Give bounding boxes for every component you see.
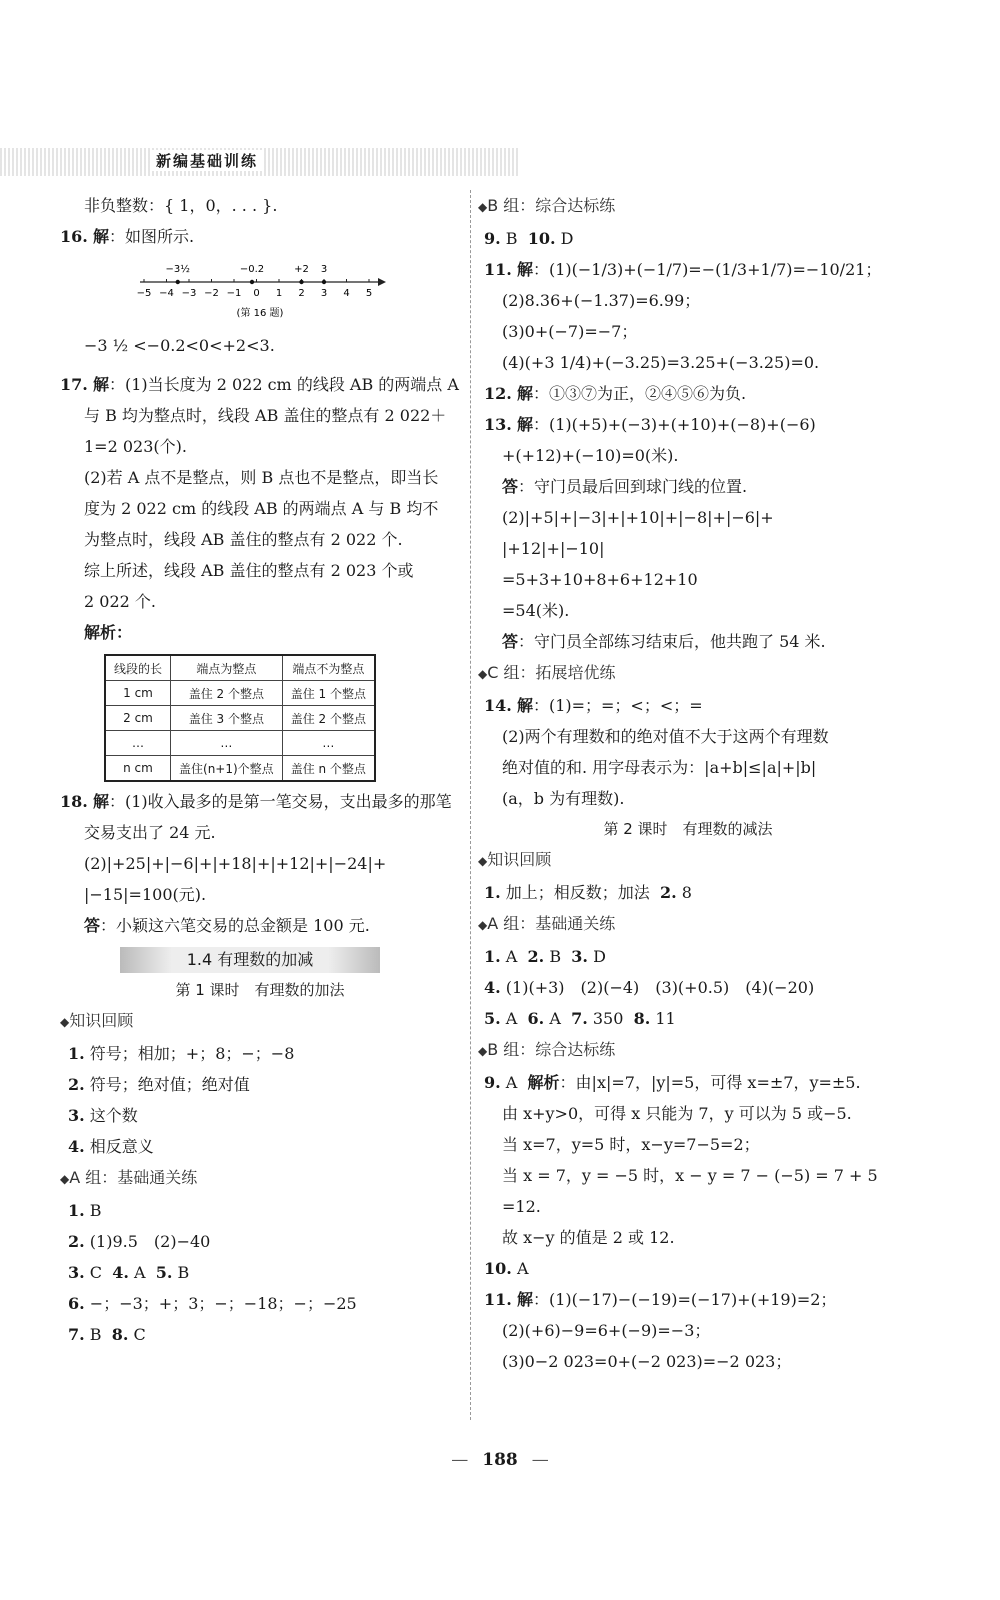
subsection-heading [60, 1005, 460, 1038]
question-number: 1. [484, 947, 501, 966]
question-number: 5. [484, 1009, 501, 1028]
question-number: 9. [484, 229, 501, 248]
answer-text: A [505, 1009, 518, 1028]
tick-label: 0 [253, 288, 260, 299]
solution-label: 解 [92, 792, 109, 811]
lesson-title: 第 2 课时 有理数的减法 [603, 820, 773, 838]
diamond-icon: ◆ [60, 1172, 70, 1186]
table-cell: 盖住 2 个整点 [282, 706, 375, 731]
number-point [176, 280, 180, 284]
answer-item [60, 1131, 460, 1162]
question-number: 14. [484, 696, 512, 715]
answer-text: 相反意义 [89, 1137, 154, 1156]
table-header: 端点为整点 [171, 655, 283, 681]
table-cell: 盖住 1 个整点 [282, 681, 375, 706]
answer-text: 加上；相反数；加法 [505, 883, 650, 902]
text-line: =54(米). [502, 601, 570, 620]
question-number: 18. [60, 792, 88, 811]
text-line: (2)|+5|+|−3|+|+10|+|−8|+|−6|+ [502, 508, 774, 527]
subsection-heading [478, 657, 898, 690]
answer-text: B [89, 1325, 102, 1344]
text-line: 当 x=7，y=5 时，x−y=7−5=2； [502, 1135, 760, 1154]
table-row [105, 731, 375, 756]
tick-label: −3 [181, 288, 197, 299]
section-title: 1.4 有理数的加减 [120, 947, 380, 973]
question-number: 3. [571, 947, 588, 966]
answer-text: B [549, 947, 562, 966]
text-line: 综上所述，线段 AB 盖住的整点有 2 023 个或 [84, 561, 414, 580]
answer-item [60, 1100, 460, 1131]
table-row [105, 756, 375, 782]
answer-text: A [505, 947, 518, 966]
text-line: (2)(+6)−9=6+(−9)=−3； [502, 1321, 711, 1340]
answer-text: 这个数 [89, 1106, 138, 1125]
tick-label: 2 [298, 288, 305, 299]
point-label: 3 [320, 264, 328, 275]
question-number: 11. [484, 260, 512, 279]
point-label: −3½ [165, 264, 190, 275]
answer-line [60, 910, 460, 941]
question-number: 4. [484, 978, 501, 997]
table-cell: … [282, 731, 375, 756]
solution-label: 解 [92, 227, 109, 246]
question-number: 13. [484, 415, 512, 434]
answer-text: ：守门员全部练习结束后，他共跑了 54 米. [518, 632, 826, 651]
tick-label: 1 [275, 288, 283, 299]
answer-text: 11 [655, 1009, 676, 1028]
answer-text: A [134, 1263, 146, 1282]
number-point [322, 280, 326, 284]
text-line: 为整点时，线段 AB 盖住的整点有 2 022 个. [84, 530, 403, 549]
answer-item [60, 1226, 460, 1257]
question-number: 10. [527, 229, 556, 248]
answer-text: (1)(+3) (2)(−4) (3)(+0.5) (4)(−20) [505, 978, 815, 997]
text-line: |−15|=100(元). [84, 885, 207, 904]
question-11 [478, 254, 898, 285]
analysis-label: 解析： [84, 623, 133, 642]
answer-text: ：守门员最后回到球门线的位置. [518, 477, 748, 496]
question-number: 7. [571, 1009, 588, 1028]
subsection-heading [478, 190, 898, 223]
subsection-title: B 组：综合达标练 [487, 196, 616, 215]
question-number: 2. [527, 947, 545, 966]
question-number: 8. [111, 1325, 129, 1344]
table-cell: 1 cm [105, 681, 171, 706]
point-label: +2 [294, 264, 309, 275]
question-number: 1. [68, 1044, 85, 1063]
text-line: ：(1)当长度为 2 022 cm 的线段 AB 的两端点 A [108, 375, 459, 394]
column-divider [470, 190, 471, 1420]
question-12 [478, 378, 898, 409]
text-line: (2)8.36+(−1.37)=6.99； [502, 291, 701, 310]
answer-item [478, 223, 898, 254]
table-cell: 盖住(n+1)个整点 [171, 756, 283, 782]
text-line: (2)若 A 点不是整点，则 B 点也不是整点，即当长 [84, 468, 439, 487]
text-line: 交易支出了 24 元. [84, 823, 216, 842]
table-header: 端点不为整点 [282, 655, 375, 681]
answer-text: D [593, 947, 606, 966]
answer-item [478, 941, 898, 972]
q16-result: −3 ½ <−0.2<0<+2<3. [84, 336, 275, 355]
answer-text: 符号；绝对值；绝对值 [89, 1075, 250, 1094]
question-number: 2. [659, 883, 677, 902]
solution-label: 解 [516, 1290, 533, 1309]
text-line: 绝对值的和. 用字母表示为：|a+b|≤|a|+|b| [502, 758, 817, 777]
answer-text: C [133, 1325, 146, 1344]
answer-text: A [516, 1259, 529, 1278]
tick-label: 4 [343, 288, 350, 299]
text-line: (a，b 为有理数). [502, 789, 625, 808]
text-line: 故 x−y 的值是 2 或 12. [502, 1228, 675, 1247]
text-line: (3)0+(−7)=−7； [502, 322, 638, 341]
page-number-text: 188 [482, 1450, 518, 1470]
question-number: 4. [112, 1263, 129, 1282]
answer-line [478, 626, 898, 657]
question-number: 5. [155, 1263, 173, 1282]
answer-item [60, 1319, 460, 1350]
question-number: 11. [484, 1290, 512, 1309]
question-number: 1. [484, 883, 501, 902]
answer-label: 答 [502, 477, 519, 496]
table-cell: … [171, 731, 283, 756]
book-series-title: 新编基础训练 [150, 150, 264, 171]
number-point [299, 280, 303, 284]
question-number: 2. [68, 1075, 85, 1094]
question-number: 3. [68, 1106, 85, 1125]
subsection-title: 知识回顾 [69, 1011, 134, 1030]
answer-item [478, 877, 898, 908]
table-row [105, 706, 375, 731]
text-line: ：(1)收入最多的是第一笔交易，支出最多的那笔 [108, 792, 452, 811]
text-line: ：(1)(−17)−(−19)=(−17)+(+19)=2； [532, 1290, 837, 1309]
text-line: 非负整数：{ 1，0，. . . }. [84, 196, 278, 215]
solution-label: 解 [516, 260, 533, 279]
text-line: ：①③⑦为正，②④⑤⑥为负. [532, 384, 747, 403]
text-line: ：(1)(+5)+(−3)+(+10)+(−8)+(−6) [532, 415, 816, 434]
text-line: 由 x+y>0，可得 x 只能为 7，y 可以为 5 或−5. [502, 1104, 852, 1123]
arrow-icon [378, 278, 386, 286]
subsection-heading [478, 844, 898, 877]
answer-text: (1)9.5 (2)−40 [89, 1232, 211, 1251]
subsection-title: A 组：基础通关练 [69, 1168, 198, 1187]
question-number: 6. [527, 1009, 545, 1028]
answer-item [60, 1069, 460, 1100]
tick-label: −4 [159, 288, 174, 299]
answer-item [478, 972, 898, 1003]
answer-text: 符号；相加；+；8；−；−8 [89, 1044, 295, 1063]
left-column [60, 190, 460, 1350]
answer-text: 350 [592, 1009, 624, 1028]
analysis-label: 解析 [527, 1073, 560, 1092]
question-number: 7. [68, 1325, 85, 1344]
question-number: 2. [68, 1232, 85, 1251]
question-number: 16. [60, 227, 88, 246]
question-number: 6. [68, 1294, 85, 1313]
number-line-points [166, 263, 328, 284]
text-line: 与 B 均为整点时，线段 AB 盖住的整点有 2 022＋ [84, 406, 447, 425]
answer-text: A [549, 1009, 561, 1028]
text-line: (4)(+3 1/4)+(−3.25)=3.25+(−3.25)=0. [502, 353, 820, 372]
table-header-row [105, 655, 375, 681]
diamond-icon: ◆ [478, 918, 488, 932]
answer-text: 8 [681, 883, 692, 902]
number-line-figure [130, 254, 390, 320]
text-line: =12. [502, 1197, 541, 1216]
answer-item [60, 1288, 460, 1319]
figure-caption: (第 16 题) [236, 308, 284, 319]
question-number: 17. [60, 375, 88, 394]
solution-label: 解 [92, 375, 109, 394]
diamond-icon: ◆ [60, 1015, 70, 1029]
question-number: 3. [68, 1263, 85, 1282]
solution-label: 解 [516, 384, 533, 403]
answer-item [60, 1038, 460, 1069]
analysis-table [104, 654, 376, 782]
answer-item [478, 1003, 898, 1034]
question-number: 9. [484, 1073, 501, 1092]
table-cell: … [105, 731, 171, 756]
subsection-title: B 组：综合达标练 [487, 1040, 616, 1059]
table-cell: 盖住 2 个整点 [171, 681, 283, 706]
question-13 [478, 409, 898, 440]
solution-label: 解 [516, 696, 533, 715]
question-14 [478, 690, 898, 721]
table-row [105, 681, 375, 706]
answer-item [478, 1253, 898, 1284]
answer-item [60, 1195, 460, 1226]
subsection-heading [60, 1162, 460, 1195]
answer-label: 答 [84, 916, 101, 935]
answer-text: B [505, 229, 518, 248]
diamond-icon: ◆ [478, 200, 488, 214]
question-17 [60, 369, 460, 400]
question-16 [60, 221, 460, 252]
text-line: ：(1)=；=；<；<；= [532, 696, 703, 715]
text-line: +(+12)+(−10)=0(米). [502, 446, 679, 465]
number-point [250, 280, 254, 284]
point-label: −0.2 [239, 264, 265, 275]
text-line: ：(1)(−1/3)+(−1/7)=−(1/3+1/7)=−10/21； [532, 260, 882, 279]
diamond-icon: ◆ [478, 1044, 488, 1058]
question-9 [478, 1067, 898, 1098]
answer-text: −；−3；+；3；−；−18；−；−25 [89, 1294, 357, 1313]
question-number: 10. [484, 1259, 512, 1278]
diamond-icon: ◆ [478, 667, 488, 681]
question-number: 12. [484, 384, 512, 403]
question-number: 4. [68, 1137, 85, 1156]
text-line: 度为 2 022 cm 的线段 AB 的两端点 A 与 B 均不 [84, 499, 439, 518]
answer-text: B [89, 1201, 102, 1220]
tick-label: 3 [320, 288, 328, 299]
subsection-title: 知识回顾 [487, 850, 552, 869]
text-line: (2)|+25|+|−6|+|+18|+|+12|+|−24|+ [84, 854, 387, 873]
page-number: — 188 — [451, 1450, 549, 1470]
tick-label: −2 [204, 288, 219, 299]
table-cell: n cm [105, 756, 171, 782]
answer-text: B [177, 1263, 190, 1282]
text-line: 2 022 个. [84, 592, 156, 611]
table-cell: 盖住 n 个整点 [282, 756, 375, 782]
answer-text: ：小颖这六笔交易的总金额是 100 元. [100, 916, 370, 935]
right-column [478, 190, 898, 1377]
text-line: (3)0−2 023=0+(−2 023)=−2 023； [502, 1352, 792, 1371]
subsection-title: C 组：拓展培优练 [487, 663, 616, 682]
text-line: 1=2 023(个). [84, 437, 187, 456]
text-line: (2)两个有理数和的绝对值不大于这两个有理数 [502, 727, 829, 746]
table-cell: 盖住 3 个整点 [171, 706, 283, 731]
answer-text: A [505, 1073, 518, 1092]
lesson-title: 第 1 课时 有理数的加法 [175, 981, 345, 999]
subsection-title: A 组：基础通关练 [487, 914, 616, 933]
tick-label: 5 [365, 288, 373, 299]
answer-text: D [560, 229, 574, 248]
text-line: 当 x = 7，y = −5 时，x − y = 7 − (−5) = 7 + 5 [502, 1166, 878, 1185]
diamond-icon: ◆ [478, 854, 488, 868]
answer-text: C [89, 1263, 103, 1282]
tick-label: −1 [226, 288, 242, 299]
answer-line [478, 471, 898, 502]
answer-item [60, 1257, 460, 1288]
question-text: ：如图所示. [108, 227, 195, 246]
solution-label: 解 [516, 415, 533, 434]
tick-label: −5 [136, 288, 152, 299]
question-18 [60, 786, 460, 817]
table-cell: 2 cm [105, 706, 171, 731]
text-line: ：由|x|=7，|y|=5，可得 x=±7，y=±5. [559, 1073, 861, 1092]
answer-label: 答 [502, 632, 519, 651]
table-header: 线段的长 [105, 655, 171, 681]
question-number: 1. [68, 1201, 85, 1220]
subsection-heading [478, 908, 898, 941]
text-line: =5+3+10+8+6+12+10 [502, 570, 698, 589]
text-line: |+12|+|−10| [502, 539, 605, 558]
question-number: 8. [633, 1009, 651, 1028]
subsection-heading [478, 1034, 898, 1067]
question-11b [478, 1284, 898, 1315]
